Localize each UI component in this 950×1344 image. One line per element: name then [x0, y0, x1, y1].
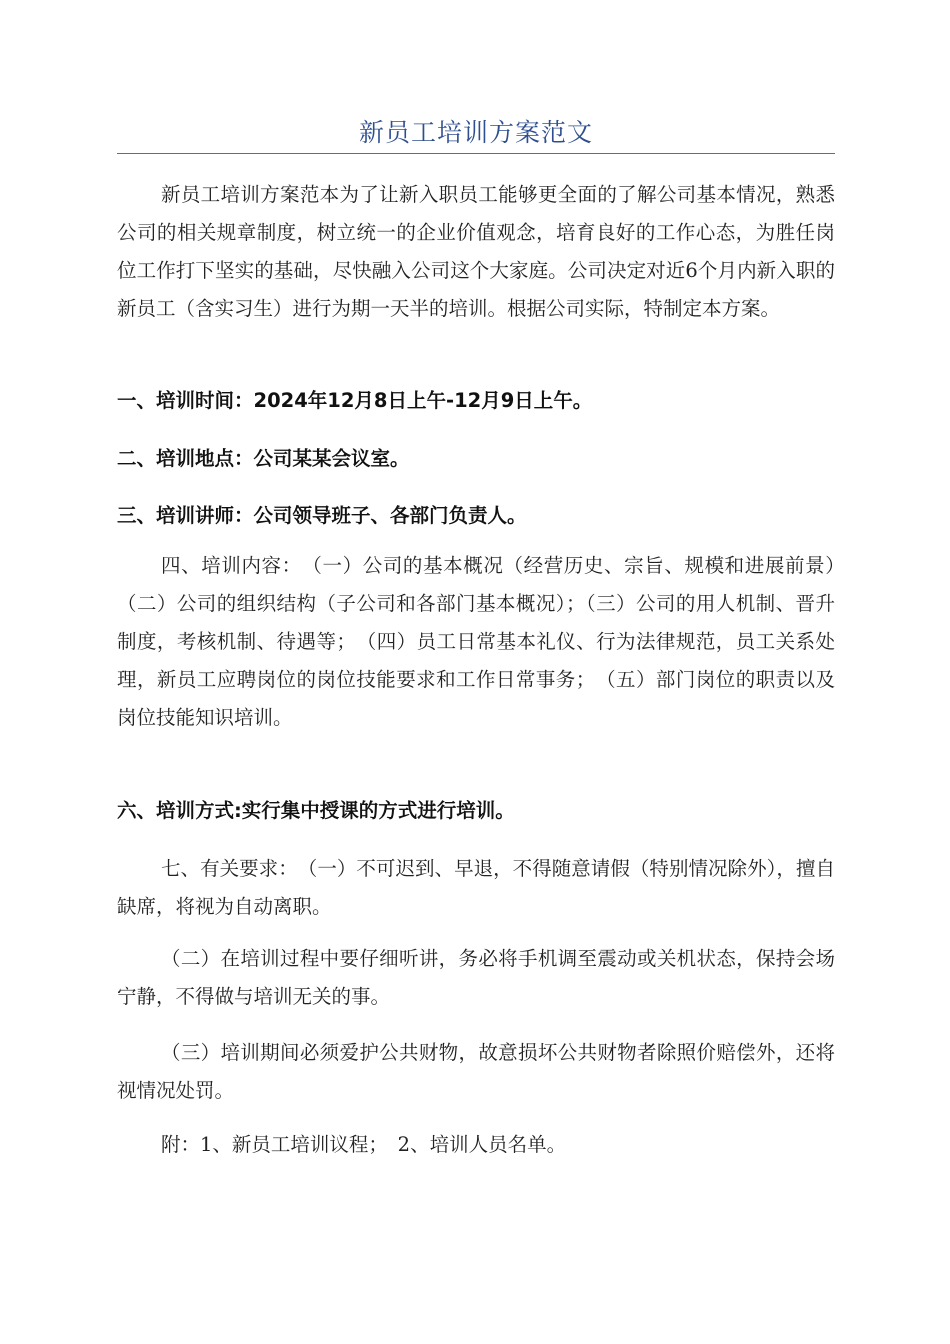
- section-training-location: 二、培训地点：公司某某会议室。: [117, 447, 410, 470]
- section-training-content: 四、培训内容： （一）公司的基本概况（经营历史、宗旨、规模和进展前景） （二）公司的组织结构（子公司和各部门基本概况）；（三）公司的用人机制、晋升制度，考核机制、待遇等； （四）员工日常基本礼仪、行为法律规范，员工关系处理，新员工应聘岗位的岗位技能要求和工作日常事务； （五）部门岗位的职责以及岗位技能知识培训。: [117, 554, 855, 729]
- section-training-lecturer: 三、培训讲师：公司领导班子、各部门负责人。: [117, 504, 527, 527]
- title-underline: [117, 153, 835, 154]
- section-training-method: 六、培训方式:实行集中授课的方式进行培训。: [117, 799, 515, 822]
- appendix-line: 附：1、新员工培训议程； 2、培训人员名单。: [161, 1133, 567, 1156]
- section-requirements: 七、有关要求： （一）不可迟到、早退，不得随意请假（特别情况除外），擅自缺席，将视为自动离职。: [117, 857, 835, 918]
- requirement-two: （二）在培训过程中要仔细听讲，务必将手机调至震动或关机状态，保持会场宁静，不得做与培训无关的事。: [117, 947, 835, 1008]
- requirement-three: （三）培训期间必须爱护公共财物，故意损坏公共财物者除照价赔偿外，还将视情况处罚。: [117, 1041, 835, 1102]
- document-title: 新员工培训方案范文: [358, 118, 593, 147]
- intro-paragraph: 新员工培训方案范本为了让新入职员工能够更全面的了解公司基本情况，熟悉公司的相关规章制度，树立统一的企业价值观念，培育良好的工作心态，为胜任岗位工作打下坚实的基础，尽快融入公司这个大家庭。公司决定对近6个月内新入职的新员工（含实习生）进行为期一天半的培训。根据公司实际，特制定本方案。: [117, 183, 835, 320]
- section-training-time: 一、培训时间：2024年12月8日上午-12月9日上午。: [117, 389, 593, 412]
